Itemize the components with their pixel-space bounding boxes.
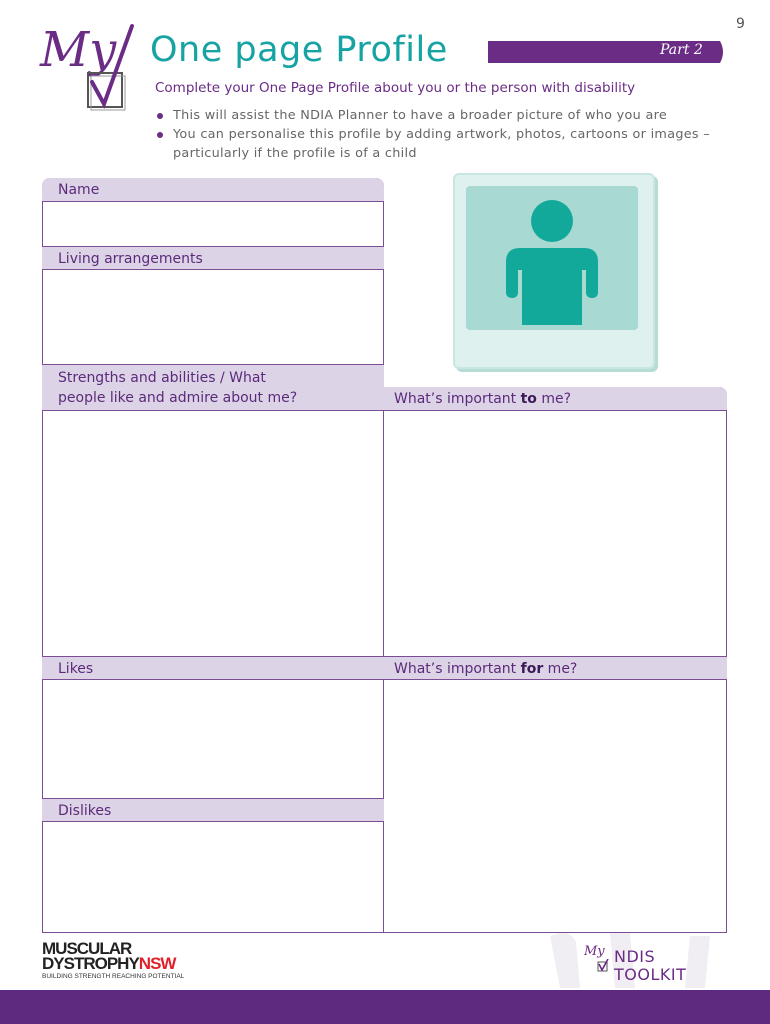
name-label: Name [58,182,100,198]
dislikes-field[interactable] [43,822,383,932]
living-arrangements-header [42,246,384,270]
org-tagline: BUILDING STRENGTH REACHING POTENTIAL [42,973,185,980]
subtitle: Complete your One Page Profile about you or the person with disability [155,80,636,96]
toolkit-checkbox-icon [597,959,609,973]
strengths-field[interactable] [43,411,383,656]
bullet-item: You can personalise this profile by adding artwork, photos, cartoons or images – particularly if the profile is of a child [155,125,720,163]
living-arrangements-field[interactable] [43,270,383,364]
important-for-label-post: me? [543,661,578,677]
important-for-label-bold: for [520,661,544,677]
important-for-me-field[interactable] [385,680,726,932]
name-field[interactable] [43,202,383,246]
person-avatar-icon [506,200,598,326]
footer-bar [0,990,770,1024]
bullet-list [155,106,720,163]
toolkit-line2: TOOLKIT [614,965,687,984]
strengths-header [42,364,384,411]
my-checkbox-logo [38,18,148,127]
part-label: Part 2 [660,42,703,58]
logo-my-text: My [40,22,117,78]
dislikes-header [42,798,384,822]
important-to-me-field[interactable] [385,411,726,656]
likes-header [42,656,384,680]
important-to-label-post: me? [536,391,572,407]
important-to-label-bold: to [520,391,537,407]
org-name-line2 [42,956,184,971]
strengths-label-line1: Strengths and abilities / What [58,370,266,386]
page-title: One page Profile [150,30,448,70]
org-name-nsw: NSW [138,954,176,973]
name-header [42,178,384,202]
dislikes-label: Dislikes [58,803,112,819]
toolkit-line1: NDIS [614,947,656,966]
org-name-dystrophy: DYSTROPHY [42,954,139,973]
likes-field[interactable] [43,680,383,798]
important-to-label-pre: What’s important [394,391,521,407]
likes-label: Likes [58,661,94,677]
muscular-dystrophy-nsw-logo [42,941,184,980]
page-number: 9 [736,16,745,32]
org-name-line1: MUSCULAR [42,939,132,958]
important-for-label-pre: What’s important [394,661,521,677]
important-to-me-header [384,387,727,411]
bullet-item: This will assist the NDIA Planner to have a broader picture of who you are [155,106,720,125]
important-for-me-header [384,656,727,680]
strengths-label-line2: people like and admire about me? [58,390,298,406]
toolkit-my: My [584,944,605,959]
living-arrangements-label: Living arrangements [58,251,203,267]
